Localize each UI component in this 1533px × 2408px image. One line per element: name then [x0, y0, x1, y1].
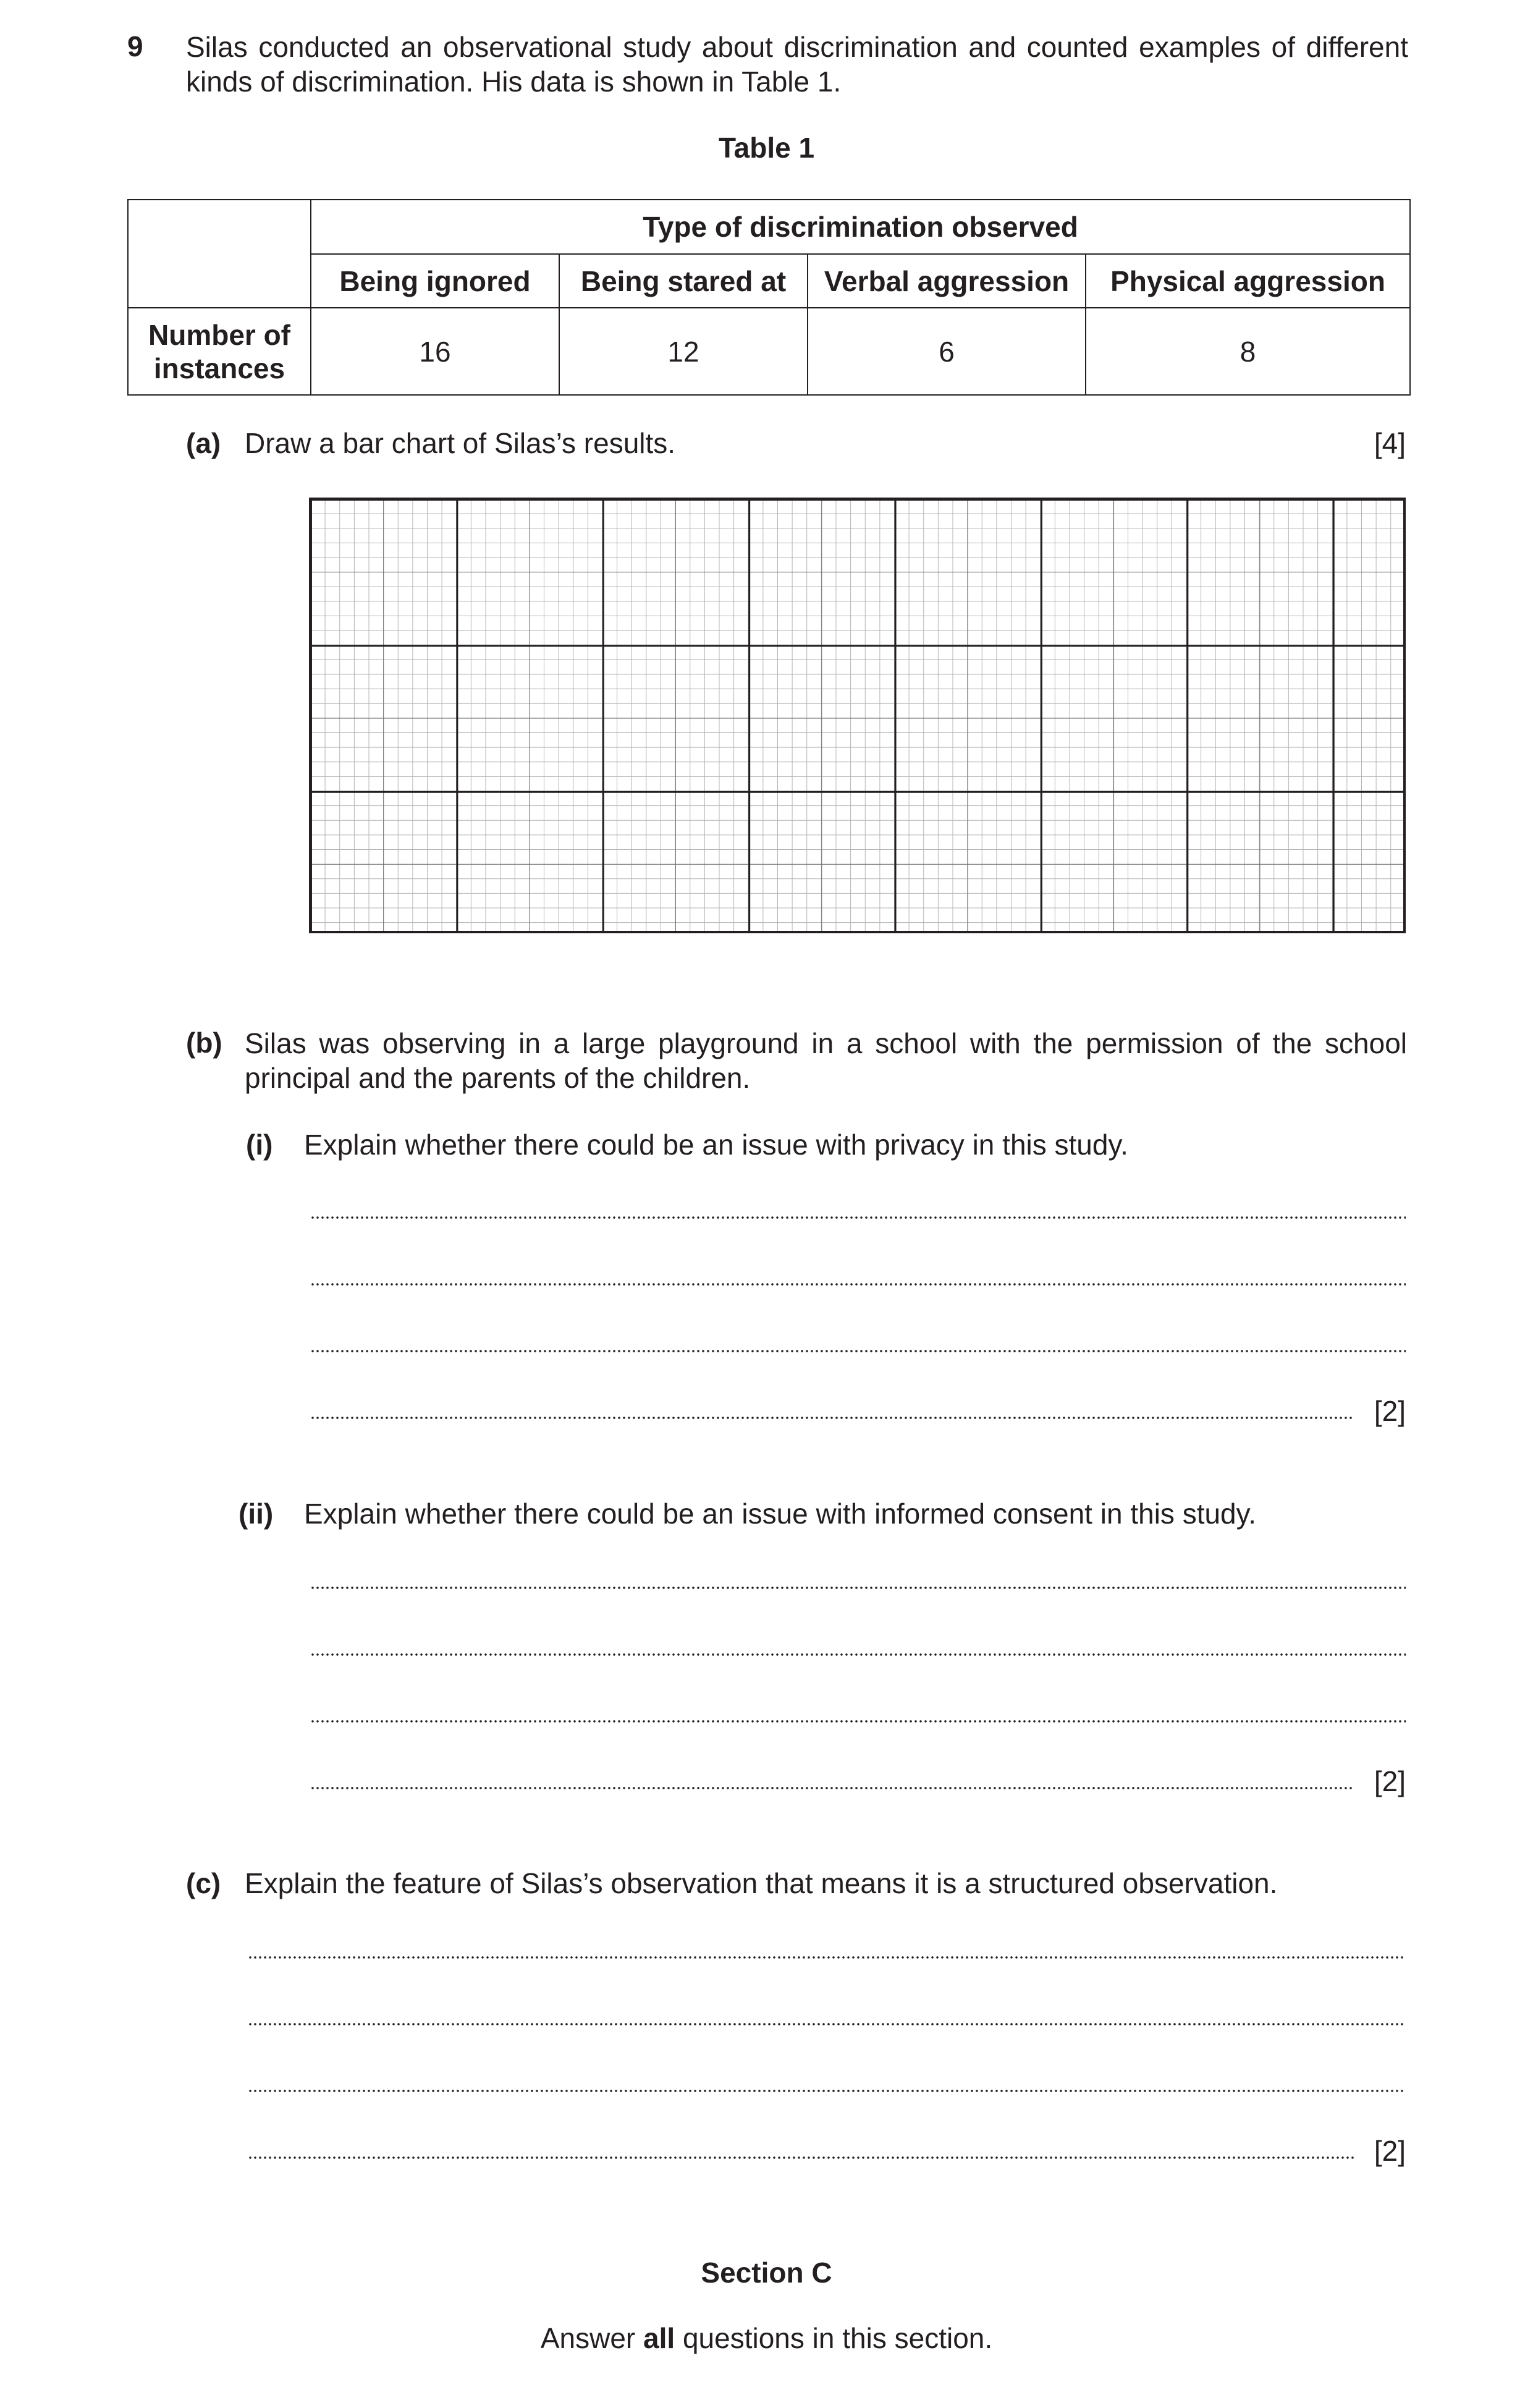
answer-line[interactable] — [310, 1719, 1406, 1723]
section-instruction — [0, 2321, 1533, 2355]
answer-line[interactable] — [310, 1282, 1406, 1286]
table-cell: 8 — [1086, 308, 1410, 395]
instruction-text: Answer — [540, 2322, 644, 2354]
answer-line[interactable] — [310, 1416, 1354, 1420]
part-b-label: (b) — [186, 1027, 222, 1059]
data-table — [127, 199, 1411, 396]
answer-line[interactable] — [310, 1586, 1406, 1590]
part-a-label: (a) — [186, 427, 221, 459]
part-b-i-label: (i) — [246, 1129, 273, 1161]
table-corner-cell — [128, 200, 311, 308]
table-caption: Table 1 — [718, 132, 815, 164]
section-title: Section C — [701, 2257, 832, 2289]
question-number: 9 — [127, 30, 143, 62]
part-c-marks: [2] — [1374, 2135, 1406, 2167]
part-b-i-marks: [2] — [1374, 1395, 1406, 1427]
answer-line[interactable] — [248, 2089, 1406, 2093]
table-cell: 16 — [311, 308, 559, 395]
part-c-text: Explain the feature of Silas’s observation that means it is a structured observation. — [245, 1867, 1278, 1899]
part-b-ii-label: (ii) — [239, 1498, 274, 1530]
answer-line[interactable] — [248, 2022, 1406, 2026]
table-column-header: Physical aggression — [1086, 254, 1410, 308]
instruction-text: questions in this section. — [675, 2322, 993, 2354]
graph-paper-grid[interactable] — [309, 498, 1406, 933]
table-column-header: Being stared at — [559, 254, 808, 308]
part-a-marks: [4] — [1374, 427, 1406, 459]
answer-line[interactable] — [310, 1653, 1406, 1656]
table-column-header: Verbal aggression — [808, 254, 1086, 308]
answer-line[interactable] — [310, 1349, 1406, 1353]
part-b-i-text: Explain whether there could be an issue with privacy in this study. — [304, 1129, 1128, 1161]
table-cell: 12 — [559, 308, 808, 395]
table-row-header: Number of instances — [128, 308, 311, 395]
answer-line[interactable] — [310, 1786, 1354, 1790]
answer-line[interactable] — [248, 1956, 1406, 1959]
part-c-label: (c) — [186, 1867, 221, 1899]
part-a-text: Draw a bar chart of Silas’s results. — [245, 427, 676, 459]
answer-line[interactable] — [310, 1216, 1406, 1219]
part-b-ii-text: Explain whether there could be an issue with informed consent in this study. — [304, 1498, 1256, 1530]
table-group-header: Type of discrimination observed — [311, 200, 1410, 254]
answer-line[interactable] — [248, 2156, 1354, 2160]
part-b-text: Silas was observing in a large playground in a school with the permission of the school principal and the parents of the children. — [245, 1027, 1407, 1094]
table-column-header: Being ignored — [311, 254, 559, 308]
question-stem: Silas conducted an observational study about discrimination and counted examples of different kinds of discrimination. His data is shown in Table 1. — [186, 31, 1408, 98]
table-cell: 6 — [808, 308, 1086, 395]
part-b-ii-marks: [2] — [1374, 1765, 1406, 1797]
instruction-emphasis: all — [643, 2322, 675, 2354]
